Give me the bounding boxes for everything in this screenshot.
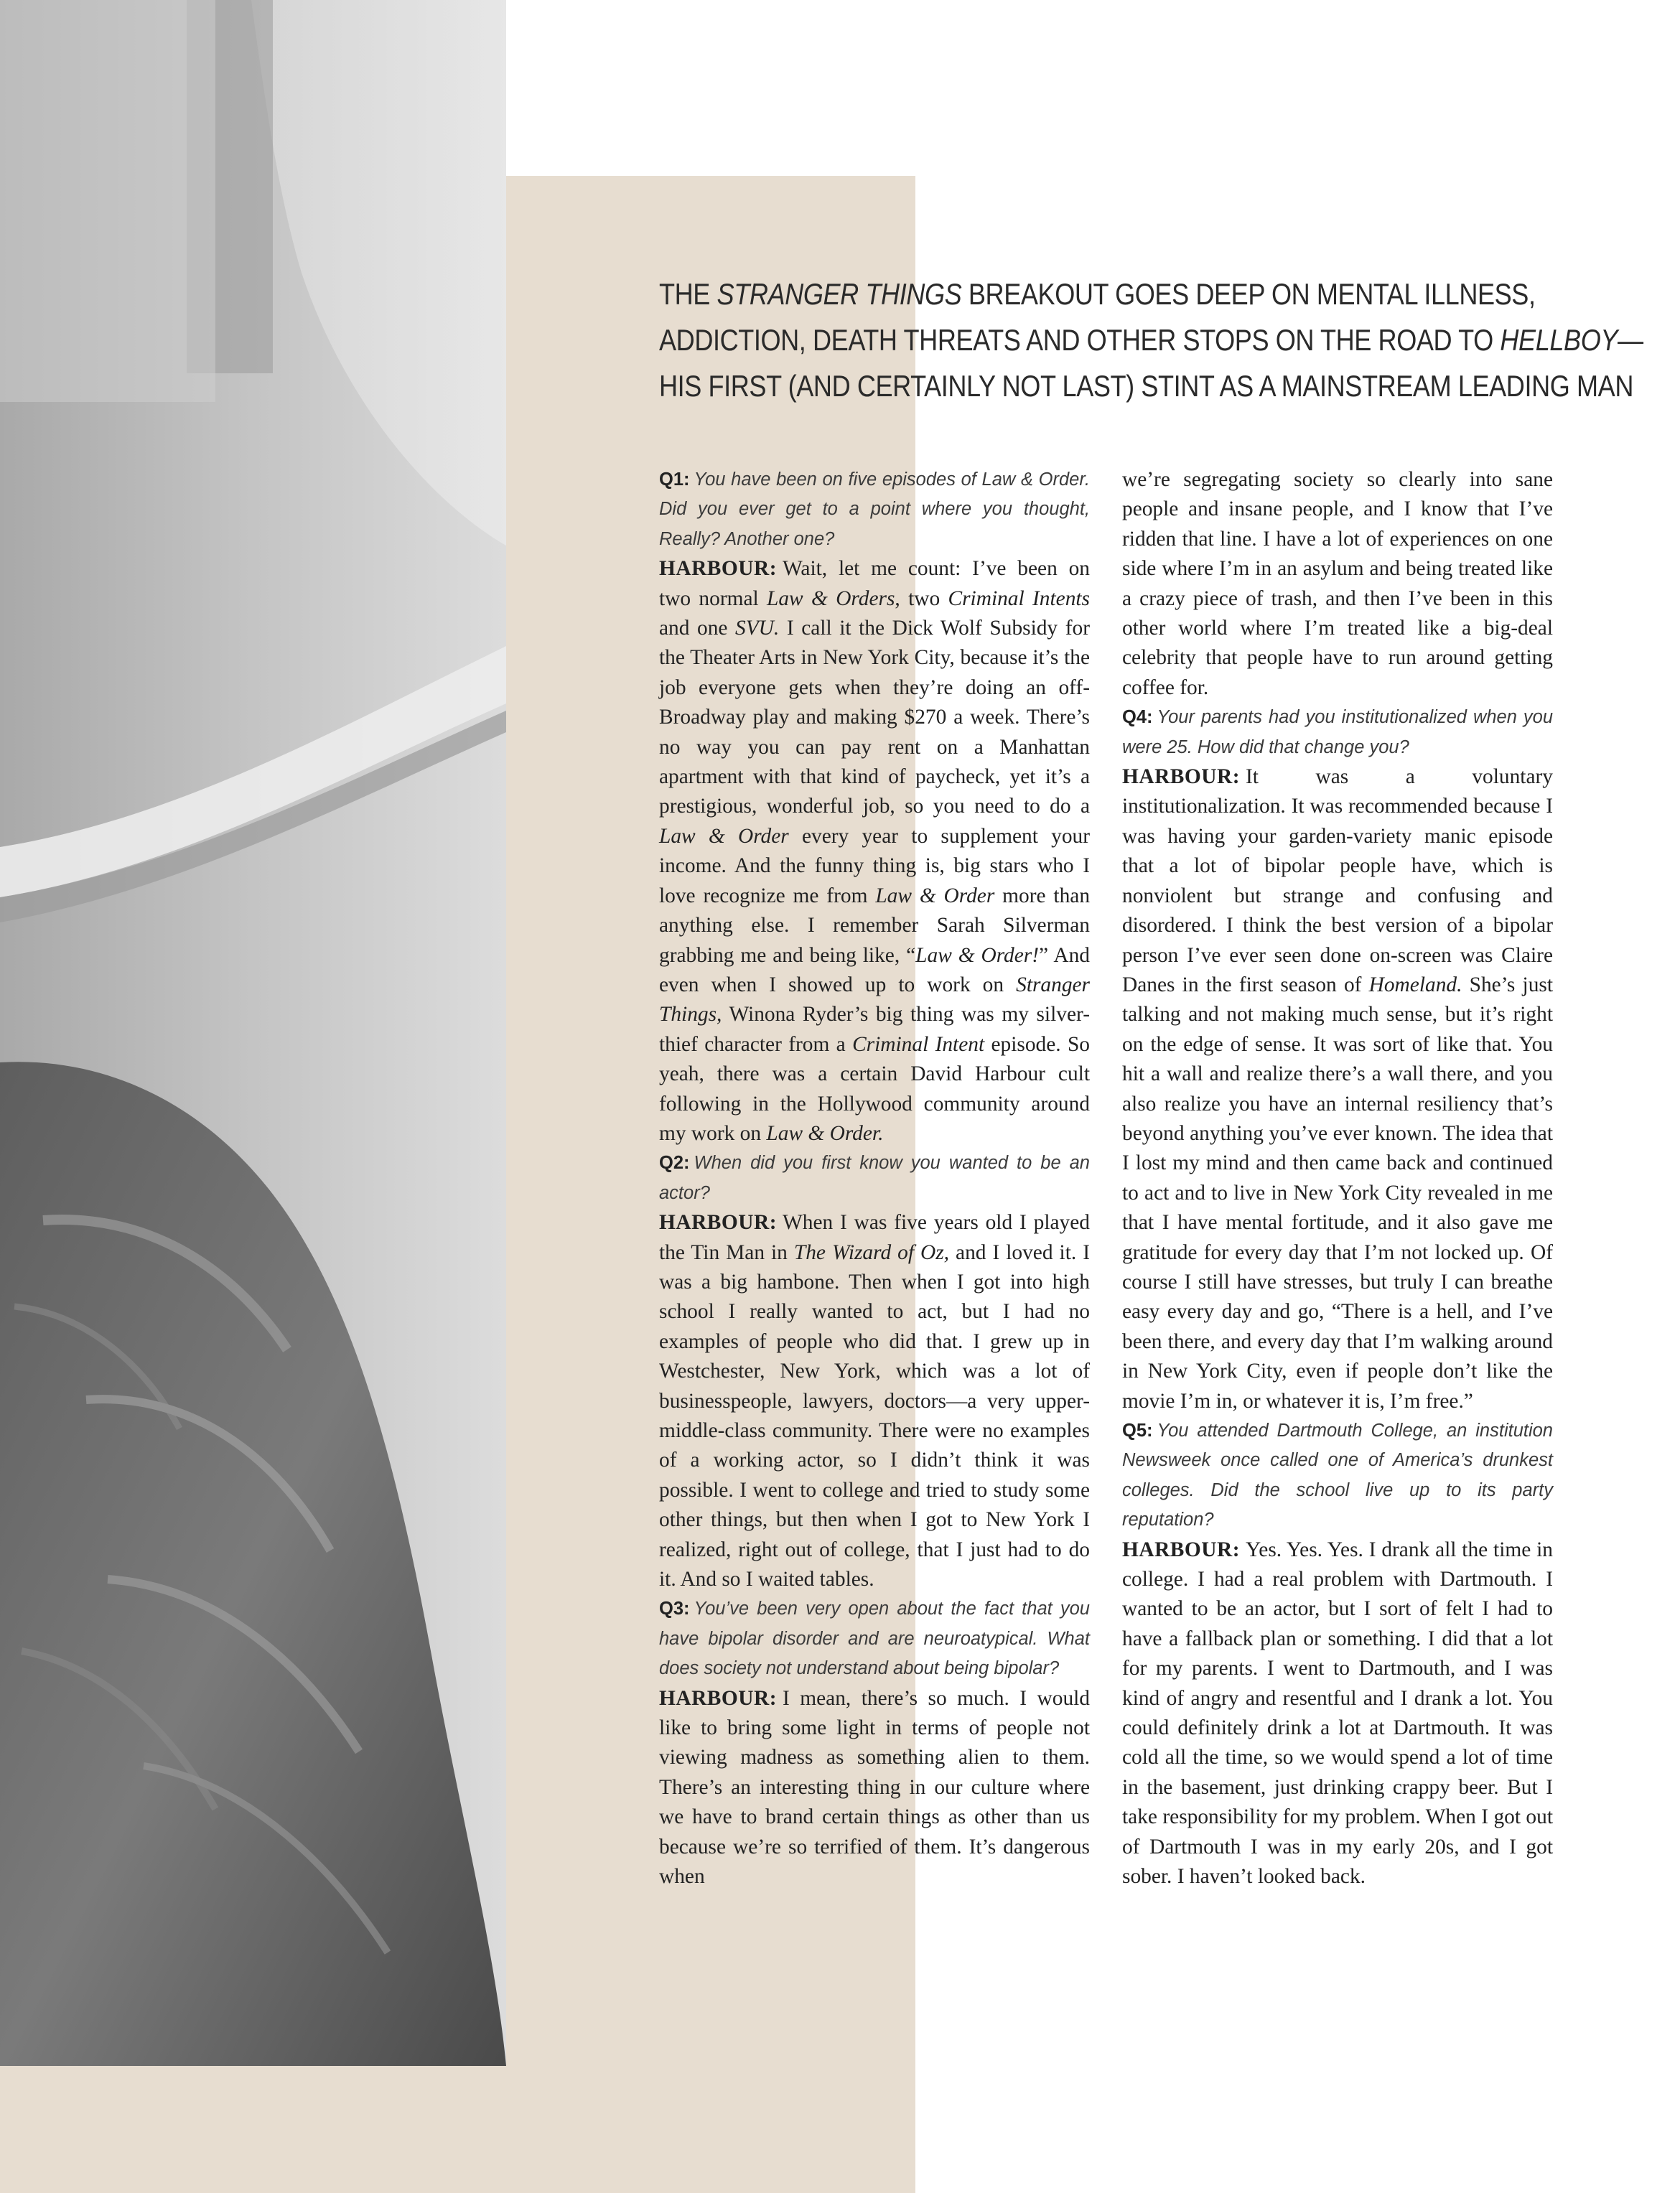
text-column-right bbox=[1122, 465, 1553, 1892]
answer-1: HARBOUR: Wait, let me count: I’ve been on two normal Law & Orders, two Criminal Intents and one SVU. I call it the Dick Wolf Subsidy for the Theater Arts in New York City, because it’s the job everyone gets when they’re doing an off-Broadway play and making $270 a week. There’s no way you can pay rent on a Manhattan apartment with that kind of paycheck, yet it’s a prestigious, wonderful job, so you need to do a Law & Order every year to supplement your income. And the funny thing is, big stars who I love recognize me from Law & Order more than anything else. I remember Sarah Silverman grabbing me and being like, “Law & Order!” And even when I showed up to work on Stranger Things, Winona Ryder’s big thing was my silver-thief character from a Criminal Intent episode. So yeah, there was a certain David Harbour cult following in the Hollywood community around my work on Law & Order. bbox=[659, 557, 1091, 1145]
answer-3-continued: we’re segregating society so clearly into sane people and insane people, and I know that I’ve ridden that line. I have a lot of experiences on one side where I’m in an asylum and being treated like a crazy piece of trash, and then I’ve been in this other world where I’m treated like a big-deal celebrity that people have to run around getting coffee for. bbox=[1122, 468, 1553, 699]
answer-2: HARBOUR: When I was five years old I played the Tin Man in The Wizard of Oz, and I loved it. I was a big hambone. Then when I got into high school I really wanted to act, but I had no examples of people who did that. I grew up in Westchester, New York, which was a lot of businesspeople, lawyers, doctors—a very upper-middle-class community. There were no examples of a working actor, so I didn’t think it was possible. I went to college and tried to study some other things, but then when I got to New York I realized, right out of college, that I just had to do it. And so I waited tables. bbox=[659, 1211, 1090, 1591]
answer-4: HARBOUR: It was a voluntary institutionalization. It was recommended because I was having your garden-variety manic episode that a lot of bipolar people have, which is nonviolent but strange and confusing and disordered. I think the best version of a bipolar person I’ve ever seen done on-screen was Claire Danes in the first season of Homeland. She’s just talking and not making much sense, but it’s right on the edge of sense. It was sort of like that. You hit a wall and realize there’s a wall there, and you also realize you have an internal resiliency that’s beyond anything you’ve ever known. The idea that I lost my mind and then came back and continued to act and to live in New York City revealed in me that I have mental fortitude, and it also gave me gratitude for every day that I’m not locked up. Of course I still have stresses, but truly I can breathe easy every day and go, “There is a hell, and I’ve been there, and every day that I’m walking around in New York City, even if people don’t like the movie I’m in, or whatever it is, I’m free.” bbox=[1122, 765, 1554, 1413]
deck-line-1: THE STRANGER THINGS BREAKOUT GOES DEEP ON MENTAL ILLNESS, bbox=[659, 277, 1536, 311]
deck-line-2: ADDICTION, DEATH THREATS AND OTHER STOPS ON THE ROAD TO HELLBOY— bbox=[659, 323, 1643, 357]
text-column-left bbox=[659, 465, 1090, 1892]
article-deck bbox=[659, 271, 1643, 409]
photo-bottom-band bbox=[0, 2066, 506, 2193]
question-4: Q4: Your parents had you institutionalized when you were 25. How did that change you? bbox=[1122, 707, 1553, 757]
deck-line-3: HIS FIRST (AND CERTAINLY NOT LAST) STINT AS A MAINSTREAM LEADING MAN bbox=[659, 369, 1633, 403]
question-5: Q5: You attended Dartmouth College, an institution Newsweek once called one of America’s drunkest colleges. Did the school live up to its party reputation? bbox=[1122, 1421, 1553, 1530]
portrait-photo bbox=[0, 0, 506, 2066]
question-1: Q1: You have been on five episodes of Law & Order. Did you ever get to a point where you thought, Really? Another one? bbox=[659, 469, 1090, 549]
answer-5: HARBOUR: Yes. Yes. Yes. I drank all the time in college. I had a real problem with Dartmouth. I wanted to be an actor, but I sort of felt I had to have a fallback plan or something. I did that a lot for my parents. I went to Dartmouth, and I was kind of angry and resentful and I drank a lot. You could definitely drink a lot at Dartmouth. It was cold all the time, so we would spend a lot of time in the basement, just drinking crappy beer. But I take responsibility for my problem. When I got out of Dartmouth I was in my early 20s, and I got sober. I haven’t looked back. bbox=[1122, 1538, 1553, 1889]
answer-3: HARBOUR: I mean, there’s so much. I would like to bring some light in terms of people not viewing madness as something alien to them. There’s an interesting thing in our culture where we have to brand certain things as other than us because we’re so terrified of them. It’s dangerous when bbox=[659, 1686, 1090, 1889]
question-2: Q2: When did you first know you wanted to be an actor? bbox=[659, 1153, 1090, 1203]
question-3: Q3: You’ve been very open about the fact that you have bipolar disorder and are neuroatypical. What does society not understand about being bipolar? bbox=[659, 1599, 1090, 1679]
